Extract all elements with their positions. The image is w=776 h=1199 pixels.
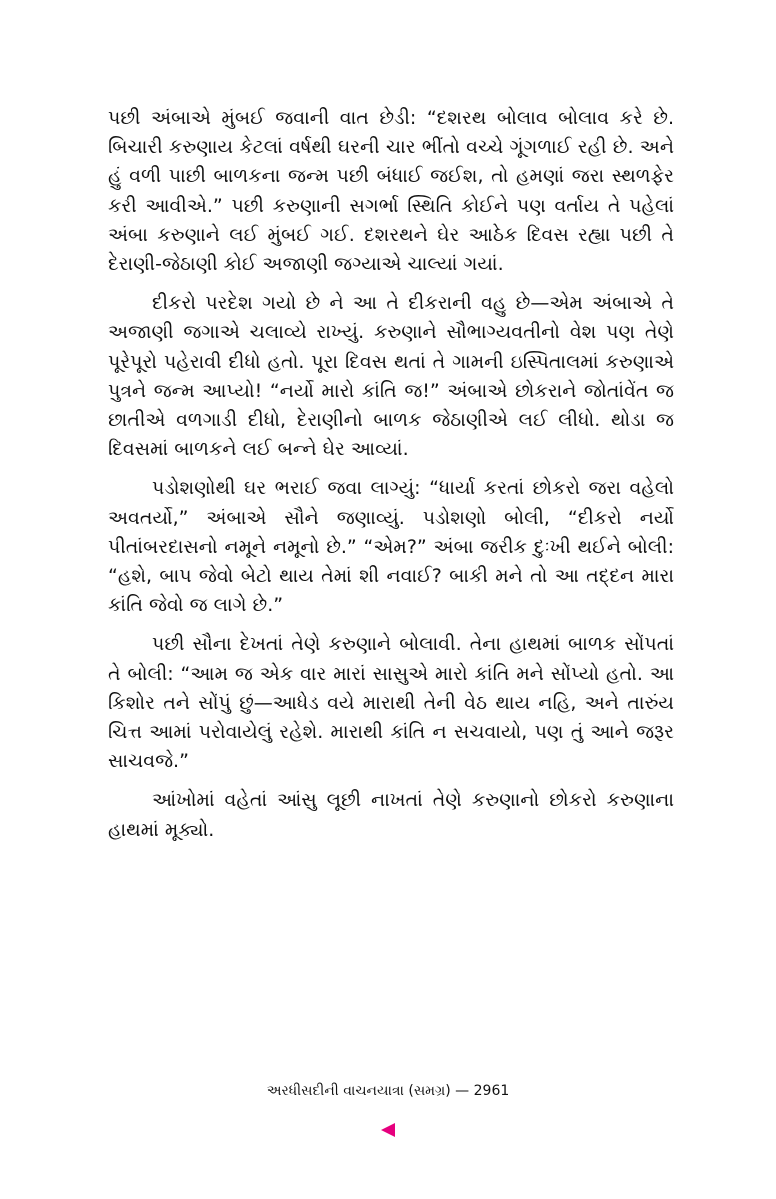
paragraph-5: આંખોમાં વહેતાં આંસુ લૂછી નાખતાં તેણે કરુણાનો છોકરો કરુણાના હાથમાં મૂક્યો. — [108, 789, 674, 841]
paragraph-3: પડોશણોથી ઘર ભરાઈ જવા લાગ્યું: “ધાર્યા કરતાં છોકરો જરા વહેલો અવતર્યો,” અંબાએ સૌને જણાવ્યું. પડોશણો બોલી, “દીકરો નર્યો પીતાંબરદાસનો નમૂને નમૂનો છે.” “એમ?” અંબા જરીક દુઃખી થઈને બોલી: “હશે, બાપ જેવો બેટો થાય તેમાં શી નવાઈ? બાકી મને તો આ તદ્દન મારા કાંતિ જેવો જ લાગે છે.” — [108, 477, 674, 617]
paragraph-4: પછી સૌના દેખતાં તેણે કરુણાને બોલાવી. તેના હાથમાં બાળક સોંપતાં તે બોલી: “આમ જ એક વાર મારાં સાસુએ મારો કાંતિ મને સોંપ્યો હતો. આ કિશોર તને સોંપું છું—આધેડ વયે મારાથી તેની વેઠ થાય નહિ, અને તારુંય ચિત્ત આમાં પરોવાયેલું રહેશે. મારાથી કાંતિ ન સચવાયો, પણ તું આને જરૂર સાચવજે.” — [108, 633, 674, 773]
triangle-left-icon — [379, 1121, 397, 1139]
page-footer: અરધીસદીની વાચનયાત્રા (સમગ્ર) — 2961 — [266, 1083, 510, 1099]
paragraph-1: પછી અંબાએ મુંબઈ જવાની વાત છેડી: “દશરથ બોલાવ બોલાવ કરે છે. બિચારી કરુણાય કેટલાં વર્ષથી ઘરની ચાર ભીંતો વચ્ચે ગૂંગળાઈ રહી છે. અને હું વળી પાછી બાળકના જન્મ પછી બંધાઈ જઈશ, તો હમણાં જરા સ્થળફેર કરી આવીએ.” પછી કરુણાની સગર્ભા સ્થિતિ કોઈને પણ વર્તાય તે પહેલાં અંબા કરુણાને લઈ મુંબઈ ગઈ. દશરથને ઘેર આઠેક દિવસ રહ્યા પછી તે દેરાણી-જેઠાણી કોઈ અજાણી જગ્યાએ ચાલ્યાં ગયાં. — [108, 107, 674, 276]
page-body — [108, 104, 674, 855]
previous-page-button[interactable] — [379, 1121, 397, 1139]
paragraph-2: દીકરો પરદેશ ગયો છે ને આ તે દીકરાની વહુ છે—એમ અંબાએ તે અજાણી જગાએ ચલાવ્યે રાખ્યું. કરુણાને સૌભાગ્યવતીનો વેશ પણ તેણે પૂરેપૂરો પહેરાવી દીધો હતો. પૂરા દિવસ થતાં તે ગામની ઇસ્પિતાલમાં કરુણાએ પુત્રને જન્મ આપ્યો! “નર્યો મારો કાંતિ જ!” અંબાએ છોકરાને જોતાંવેંત જ છાતીએ વળગાડી દીધો, દેરાણીનો બાળક જેઠાણીએ લઈ લીધો. થોડા જ દિવસમાં બાળકને લઈ બન્ને ઘેર આવ્યાં. — [108, 292, 674, 461]
